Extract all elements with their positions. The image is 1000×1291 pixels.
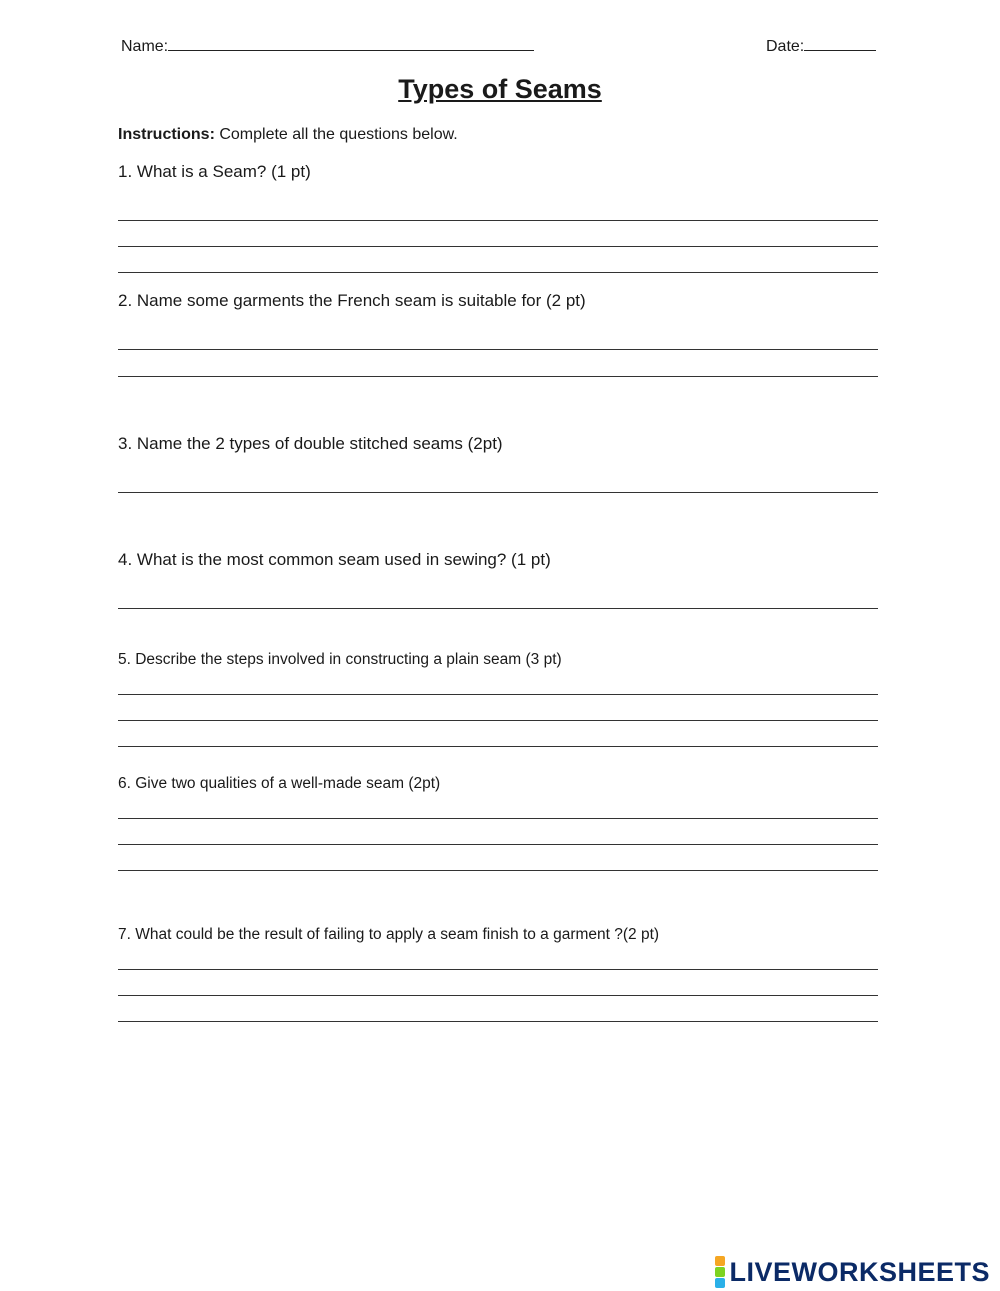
- answer-line[interactable]: [118, 694, 878, 695]
- logo-block-icon: [715, 1256, 725, 1266]
- answer-line[interactable]: [118, 246, 878, 247]
- answer-line[interactable]: [118, 349, 878, 350]
- question-5: 5. Describe the steps involved in constructing a plain seam (3 pt): [118, 651, 562, 668]
- answer-line[interactable]: [118, 969, 878, 970]
- name-blank[interactable]: [168, 36, 534, 51]
- answer-line[interactable]: [118, 376, 878, 377]
- instructions: [118, 126, 458, 144]
- question-7: 7. What could be the result of failing to apply a seam finish to a garment ?(2 pt): [118, 926, 660, 943]
- answer-line[interactable]: [118, 995, 878, 996]
- answer-line[interactable]: [118, 220, 878, 221]
- date-field[interactable]: [766, 36, 876, 56]
- date-label: Date:: [766, 38, 805, 55]
- date-blank[interactable]: [804, 36, 876, 51]
- answer-line[interactable]: [118, 870, 878, 871]
- logo-block-icon: [715, 1267, 725, 1277]
- answer-line[interactable]: [118, 1021, 878, 1022]
- answer-line[interactable]: [118, 746, 878, 747]
- answer-line[interactable]: [118, 818, 878, 819]
- instructions-label: Instructions:: [118, 126, 215, 143]
- question-3: 3. Name the 2 types of double stitched seams (2pt): [118, 434, 503, 453]
- logo-block-icon: [715, 1278, 725, 1288]
- name-field[interactable]: [121, 36, 534, 56]
- logo-text: LIVEWORKSHEETS: [729, 1256, 990, 1287]
- logo-icon: [715, 1256, 725, 1288]
- answer-line[interactable]: [118, 608, 878, 609]
- question-2: 2. Name some garments the French seam is suitable for (2 pt): [118, 291, 586, 310]
- answer-line[interactable]: [118, 844, 878, 845]
- answer-line[interactable]: [118, 492, 878, 493]
- question-1: 1. What is a Seam? (1 pt): [118, 162, 311, 181]
- question-4: 4. What is the most common seam used in sewing? (1 pt): [118, 550, 551, 569]
- instructions-text: Complete all the questions below.: [214, 126, 458, 143]
- answer-line[interactable]: [118, 720, 878, 721]
- question-6: 6. Give two qualities of a well-made seam (2pt): [118, 775, 441, 792]
- liveworksheets-logo: [715, 1256, 990, 1288]
- answer-line[interactable]: [118, 272, 878, 273]
- page-title: Types of Seams: [398, 74, 602, 104]
- name-label: Name:: [121, 38, 169, 55]
